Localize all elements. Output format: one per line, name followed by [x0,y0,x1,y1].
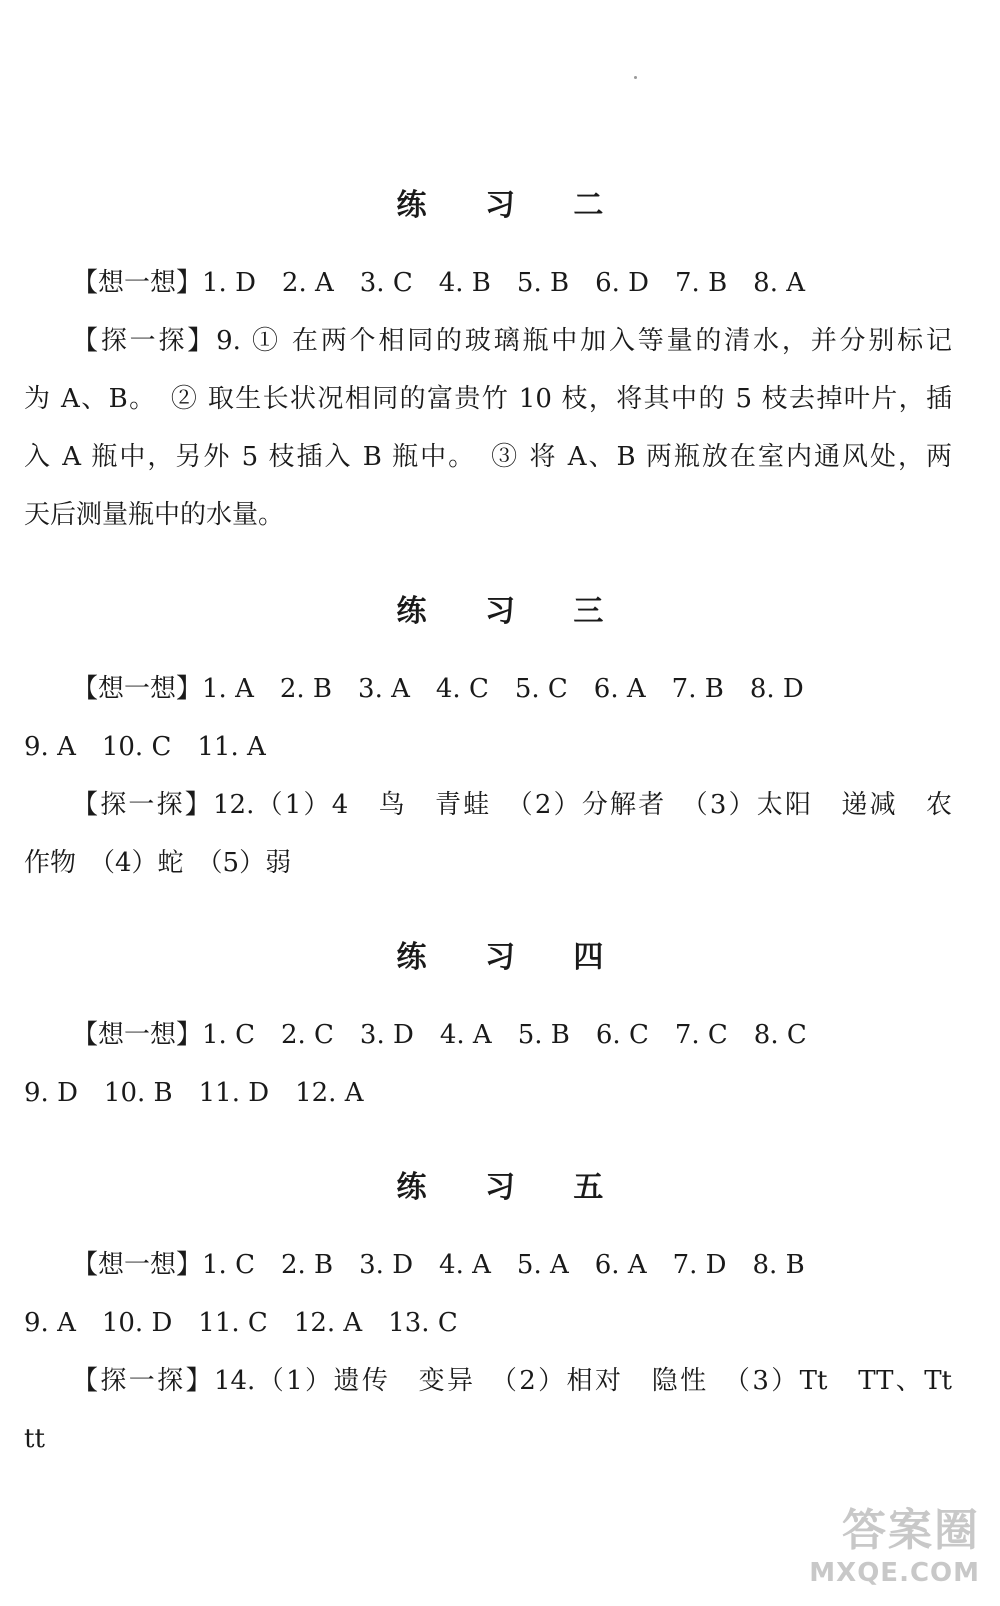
answer-line: 9. D 10. B 11. D 12. A [24,1078,364,1108]
answer-line: 9. A 10. D 11. C 12. A 13. C [24,1308,458,1338]
answer-line: 【想一想】1. D 2. A 3. C 4. B 5. B 6. D 7. B 8. A [72,268,806,298]
watermark-text: 答案圈 [842,1505,980,1556]
section-title-4: 练 习 四 [396,940,628,975]
scan-speck [634,76,637,79]
answer-line: 【探一探】9. ① 在两个相同的玻璃瓶中加入等量的清水，并分别标记 [72,326,952,356]
watermark-logo [809,1494,980,1588]
answer-line: 入 A 瓶中，另外 5 枝插入 B 瓶中。 ③ 将 A、B 两瓶放在室内通风处，两 [24,442,952,472]
answer-line: tt [24,1424,45,1454]
watermark-url: MXQE.COM [809,1558,980,1588]
answer-line: 【想一想】1. C 2. B 3. D 4. A 5. A 6. A 7. D 8. B [72,1250,805,1280]
answer-line: 作物 （4）蛇 （5）弱 [24,848,292,878]
answer-line: 9. A 10. C 11. A [24,732,266,762]
section-title-3: 练 习 三 [396,594,628,629]
answer-line: 天后测量瓶中的水量。 [24,500,285,530]
answer-line: 为 A、B。 ② 取生长状况相同的富贵竹 10 枝，将其中的 5 枝去掉叶片，插 [24,384,952,414]
section-title-2: 练 习 二 [396,188,628,223]
answer-line: 【想一想】1. A 2. B 3. A 4. C 5. C 6. A 7. B 8. D [72,674,804,704]
answer-line: 【探一探】14.（1）遗传 变异 （2）相对 隐性 （3）Tt TT、Tt [72,1366,952,1396]
answer-line: 【探一探】12.（1）4 鸟 青蛙 （2）分解者 （3）太阳 递减 农 [72,790,952,820]
section-title-5: 练 习 五 [396,1170,628,1205]
answer-line: 【想一想】1. C 2. C 3. D 4. A 5. B 6. C 7. C 8. C [72,1020,807,1050]
